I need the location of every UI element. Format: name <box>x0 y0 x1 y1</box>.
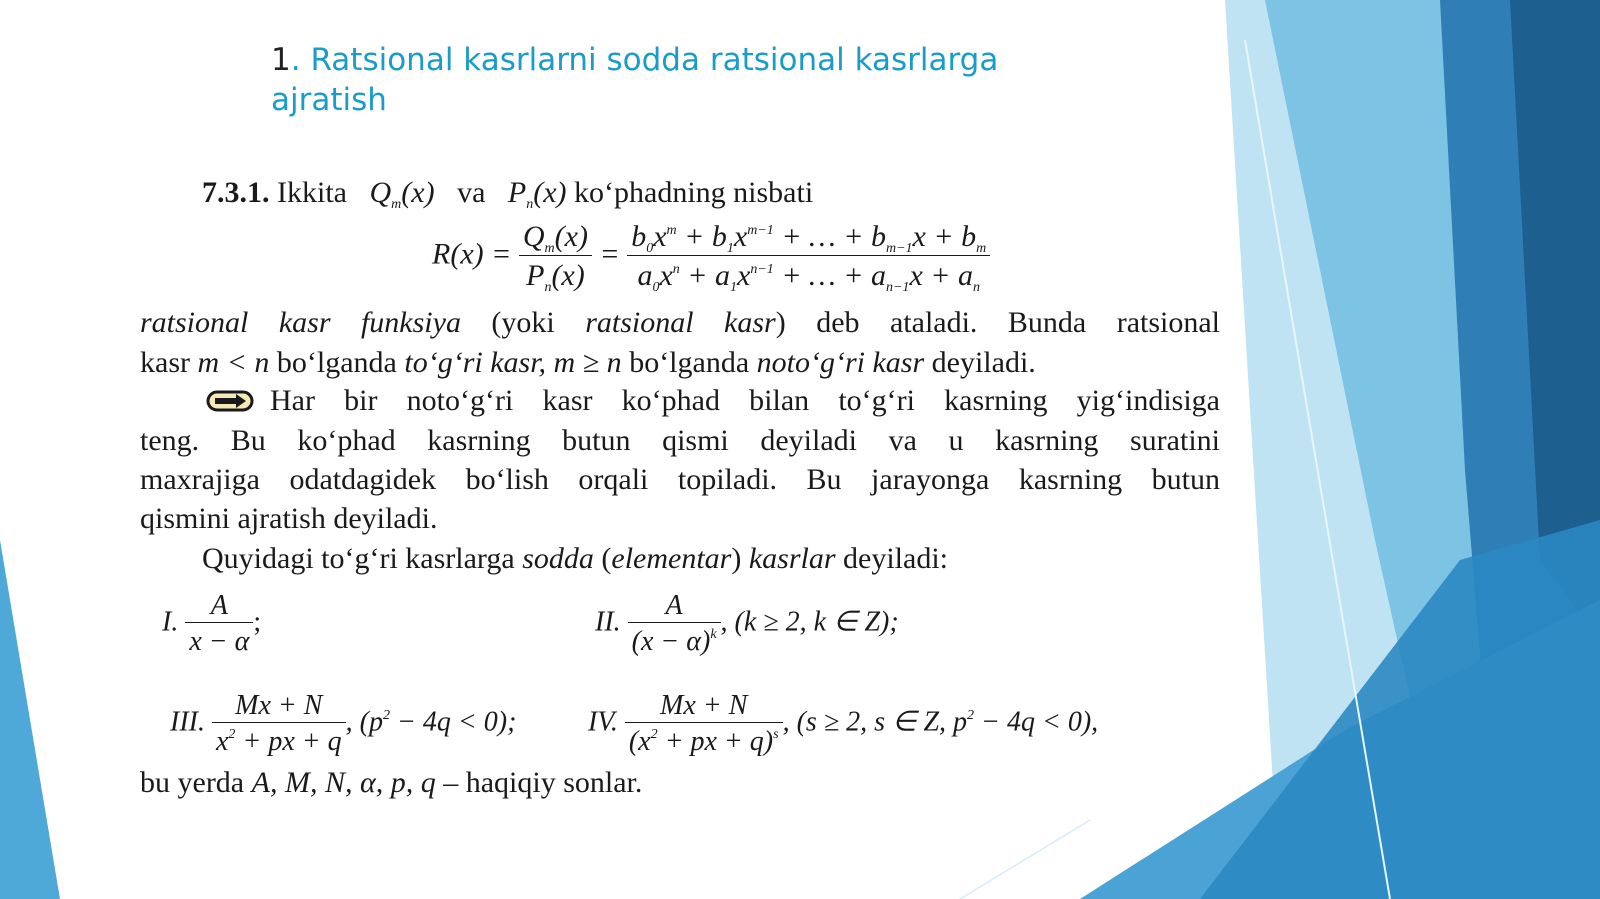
type-I-fraction <box>185 590 253 658</box>
type-IV-den-b: + px + q) <box>657 726 774 758</box>
xm: x <box>653 220 667 253</box>
type-IV-cond-a: , (s ≥ 2, s ∈ Z, p <box>782 706 968 738</box>
paragraph2-line4: qismini ajratish deyiladi. <box>140 502 438 535</box>
type-I-label: I. <box>162 606 179 638</box>
p-subscript: n <box>526 197 534 212</box>
qm-symbol <box>369 176 435 212</box>
term-sodda: sodda <box>522 542 594 575</box>
p-argument: (x) <box>533 176 567 209</box>
xn: x <box>659 258 673 292</box>
type-IV-den-a: (x <box>628 726 651 758</box>
closing-t4: haqiqiy sonlar. <box>465 766 643 799</box>
type-IV-fraction <box>625 690 783 758</box>
type-III-cond-b: − 4q < 0); <box>389 706 517 738</box>
type-IV-den-sup: 2 <box>650 727 658 743</box>
paragraph2-line3: maxrajiga odatdagidek bo‘lish orqali topiladi. Bu jarayonga kasrning butun <box>140 463 1220 496</box>
type-IV-denominator <box>625 723 783 758</box>
type-III-den-rest: + px + q <box>235 726 342 758</box>
type-III-den-x: x <box>215 726 229 758</box>
b0-sub: 0 <box>646 241 654 256</box>
bm-sub: m <box>976 241 987 256</box>
type-IV-cond-b: − 4q < 0), <box>974 706 1099 738</box>
title-text: . Ratsional kasrlarni sodda ratsional kasrlarga ajratish <box>271 42 999 118</box>
type-IV-den-sup-s: s <box>773 727 779 743</box>
term-togri-kasr: to‘g‘ri kasr, <box>404 346 547 379</box>
xm1-sup: m−1 <box>747 223 774 238</box>
polynomial-denominator <box>627 256 990 294</box>
formula-lhs: R(x) = <box>432 237 512 271</box>
type-IV-numerator: Mx + N <box>625 690 783 723</box>
condition-m-less-n: m < n <box>197 346 270 379</box>
b1-sub: 1 <box>726 241 734 256</box>
p1-t5: kasr <box>140 346 198 379</box>
p3-t7: deyiladi: <box>835 542 949 575</box>
p-letter: P <box>507 176 527 209</box>
an-sub: n <box>973 279 980 295</box>
paragraph1-line1 <box>140 308 1220 338</box>
p3-t5: ) <box>731 542 749 575</box>
ratio-q-arg: (x) <box>554 220 588 253</box>
closing-variables: A, M, N, α, p, q <box>251 766 436 799</box>
b0: b <box>631 220 647 253</box>
plus-2: + <box>679 258 716 292</box>
type-III-cond-sup: 2 <box>382 707 390 723</box>
q-subscript: m <box>391 197 402 212</box>
dots-b: + … + <box>773 220 871 253</box>
p1-t4: ) deb ataladi. Bunda ratsional <box>775 306 1221 339</box>
pn-symbol <box>507 176 567 212</box>
a0: a <box>637 258 653 292</box>
type-III-numerator: Mx + N <box>212 690 346 723</box>
type-II-den-base: (x − α) <box>631 626 711 658</box>
xn1-sup: n−1 <box>750 261 774 277</box>
polynomial-fraction <box>627 220 990 293</box>
p3-t1: Quyidagi to‘g‘ri kasrlarga <box>202 542 523 575</box>
plus-1: + <box>676 220 712 253</box>
type-I-numerator: A <box>185 590 253 623</box>
p1-t7: bo‘lganda <box>269 346 405 379</box>
type-I-denominator: x − α <box>189 626 250 658</box>
xn-sup: n <box>672 261 680 277</box>
type-IV-label: IV. <box>588 706 618 738</box>
type-III-denominator <box>212 723 346 758</box>
polynomial-numerator <box>627 220 990 256</box>
paragraph1-line2 <box>140 348 1036 378</box>
term-kasrlar: kasrlar <box>748 542 836 575</box>
ratio-p: P <box>526 258 545 292</box>
ratio-q: Q <box>522 220 545 253</box>
title-number: 1 <box>271 42 291 78</box>
q-letter: Q <box>369 176 392 209</box>
fraction-type-III <box>170 690 516 758</box>
q-argument: (x) <box>401 176 435 209</box>
paragraph2-line2: teng. Bu ko‘phad kasrning butun qismi deyiladi va u kasrning suratini <box>140 424 1220 457</box>
word-va: va <box>457 176 486 209</box>
ratio-p-arg: (x) <box>551 258 585 292</box>
bm1-sub: m−1 <box>885 241 913 256</box>
word-nisbati: ko‘phadning nisbati <box>574 176 814 209</box>
type-IV-cond-sup: 2 <box>967 707 975 723</box>
type-II-numerator: A <box>628 590 721 623</box>
type-III-label: III. <box>170 706 205 738</box>
closing-dash: – <box>435 766 466 799</box>
x-a: x + <box>909 258 958 292</box>
type-III-cond-a: , (p <box>345 706 383 738</box>
p1-t10: bo‘lganda <box>621 346 757 379</box>
p1-t2: (yoki <box>460 306 586 339</box>
type-III-den-sup: 2 <box>228 727 236 743</box>
slide-title <box>271 40 1031 120</box>
term-elementar: elementar <box>611 542 732 575</box>
fraction-type-IV <box>588 690 1098 758</box>
type-III-fraction <box>212 690 346 758</box>
ratio-p-sub: n <box>544 279 552 295</box>
rational-function-formula <box>432 220 990 293</box>
dots-a: + … + <box>773 258 871 292</box>
xm1: x <box>733 220 748 253</box>
paragraph3 <box>202 544 948 574</box>
xm-sup: m <box>666 223 677 238</box>
xn1: x <box>737 258 751 292</box>
closing-line <box>140 768 642 798</box>
definition-label: 7.3.1. <box>202 176 270 209</box>
condition-m-geq-n: m ≥ n <box>546 346 622 379</box>
type-II-fraction <box>628 590 721 658</box>
b1: b <box>711 220 727 253</box>
a1-sub: 1 <box>730 279 738 295</box>
word-ikkita: Ikkita <box>277 176 347 209</box>
an1-sub: n−1 <box>885 279 910 295</box>
p1-t12: deyiladi. <box>924 346 1036 379</box>
an: a <box>958 258 973 292</box>
ratio-numerator <box>519 220 592 256</box>
paragraph2-line1: Har bir noto‘g‘ri kasr ko‘phad bilan to‘g‘ri kasrning yig‘indisiga <box>270 384 1220 417</box>
p3-t3: ( <box>593 542 612 575</box>
ratio-fraction <box>519 220 592 293</box>
type-II-label: II. <box>595 606 621 638</box>
term-ratsional-kasr: ratsional kasr <box>585 306 776 339</box>
type-II-den-sup: k <box>710 627 717 643</box>
fraction-type-II <box>595 590 899 658</box>
a1: a <box>715 258 731 292</box>
type-I-tail: ; <box>253 606 262 638</box>
term-notogri-kasr: noto‘g‘ri kasr <box>756 346 925 379</box>
bm: b <box>961 220 977 253</box>
pointer-arrow-icon <box>206 390 254 412</box>
term-ratsional-kasr-funksiya: ratsional kasr funksiya <box>140 306 461 339</box>
x-b: x + <box>912 220 962 253</box>
definition-intro <box>202 176 814 212</box>
bm1: b <box>870 220 886 253</box>
an1: a <box>870 258 886 292</box>
type-II-condition: , (k ≥ 2, k ∈ Z); <box>720 606 899 638</box>
ratio-q-sub: m <box>544 241 555 256</box>
ratio-denominator <box>519 256 592 294</box>
fraction-type-I <box>162 590 261 658</box>
type-II-denominator <box>628 623 721 658</box>
a0-sub: 0 <box>652 279 660 295</box>
closing-t1: bu yerda <box>140 766 252 799</box>
equals-sign: = <box>599 237 620 271</box>
